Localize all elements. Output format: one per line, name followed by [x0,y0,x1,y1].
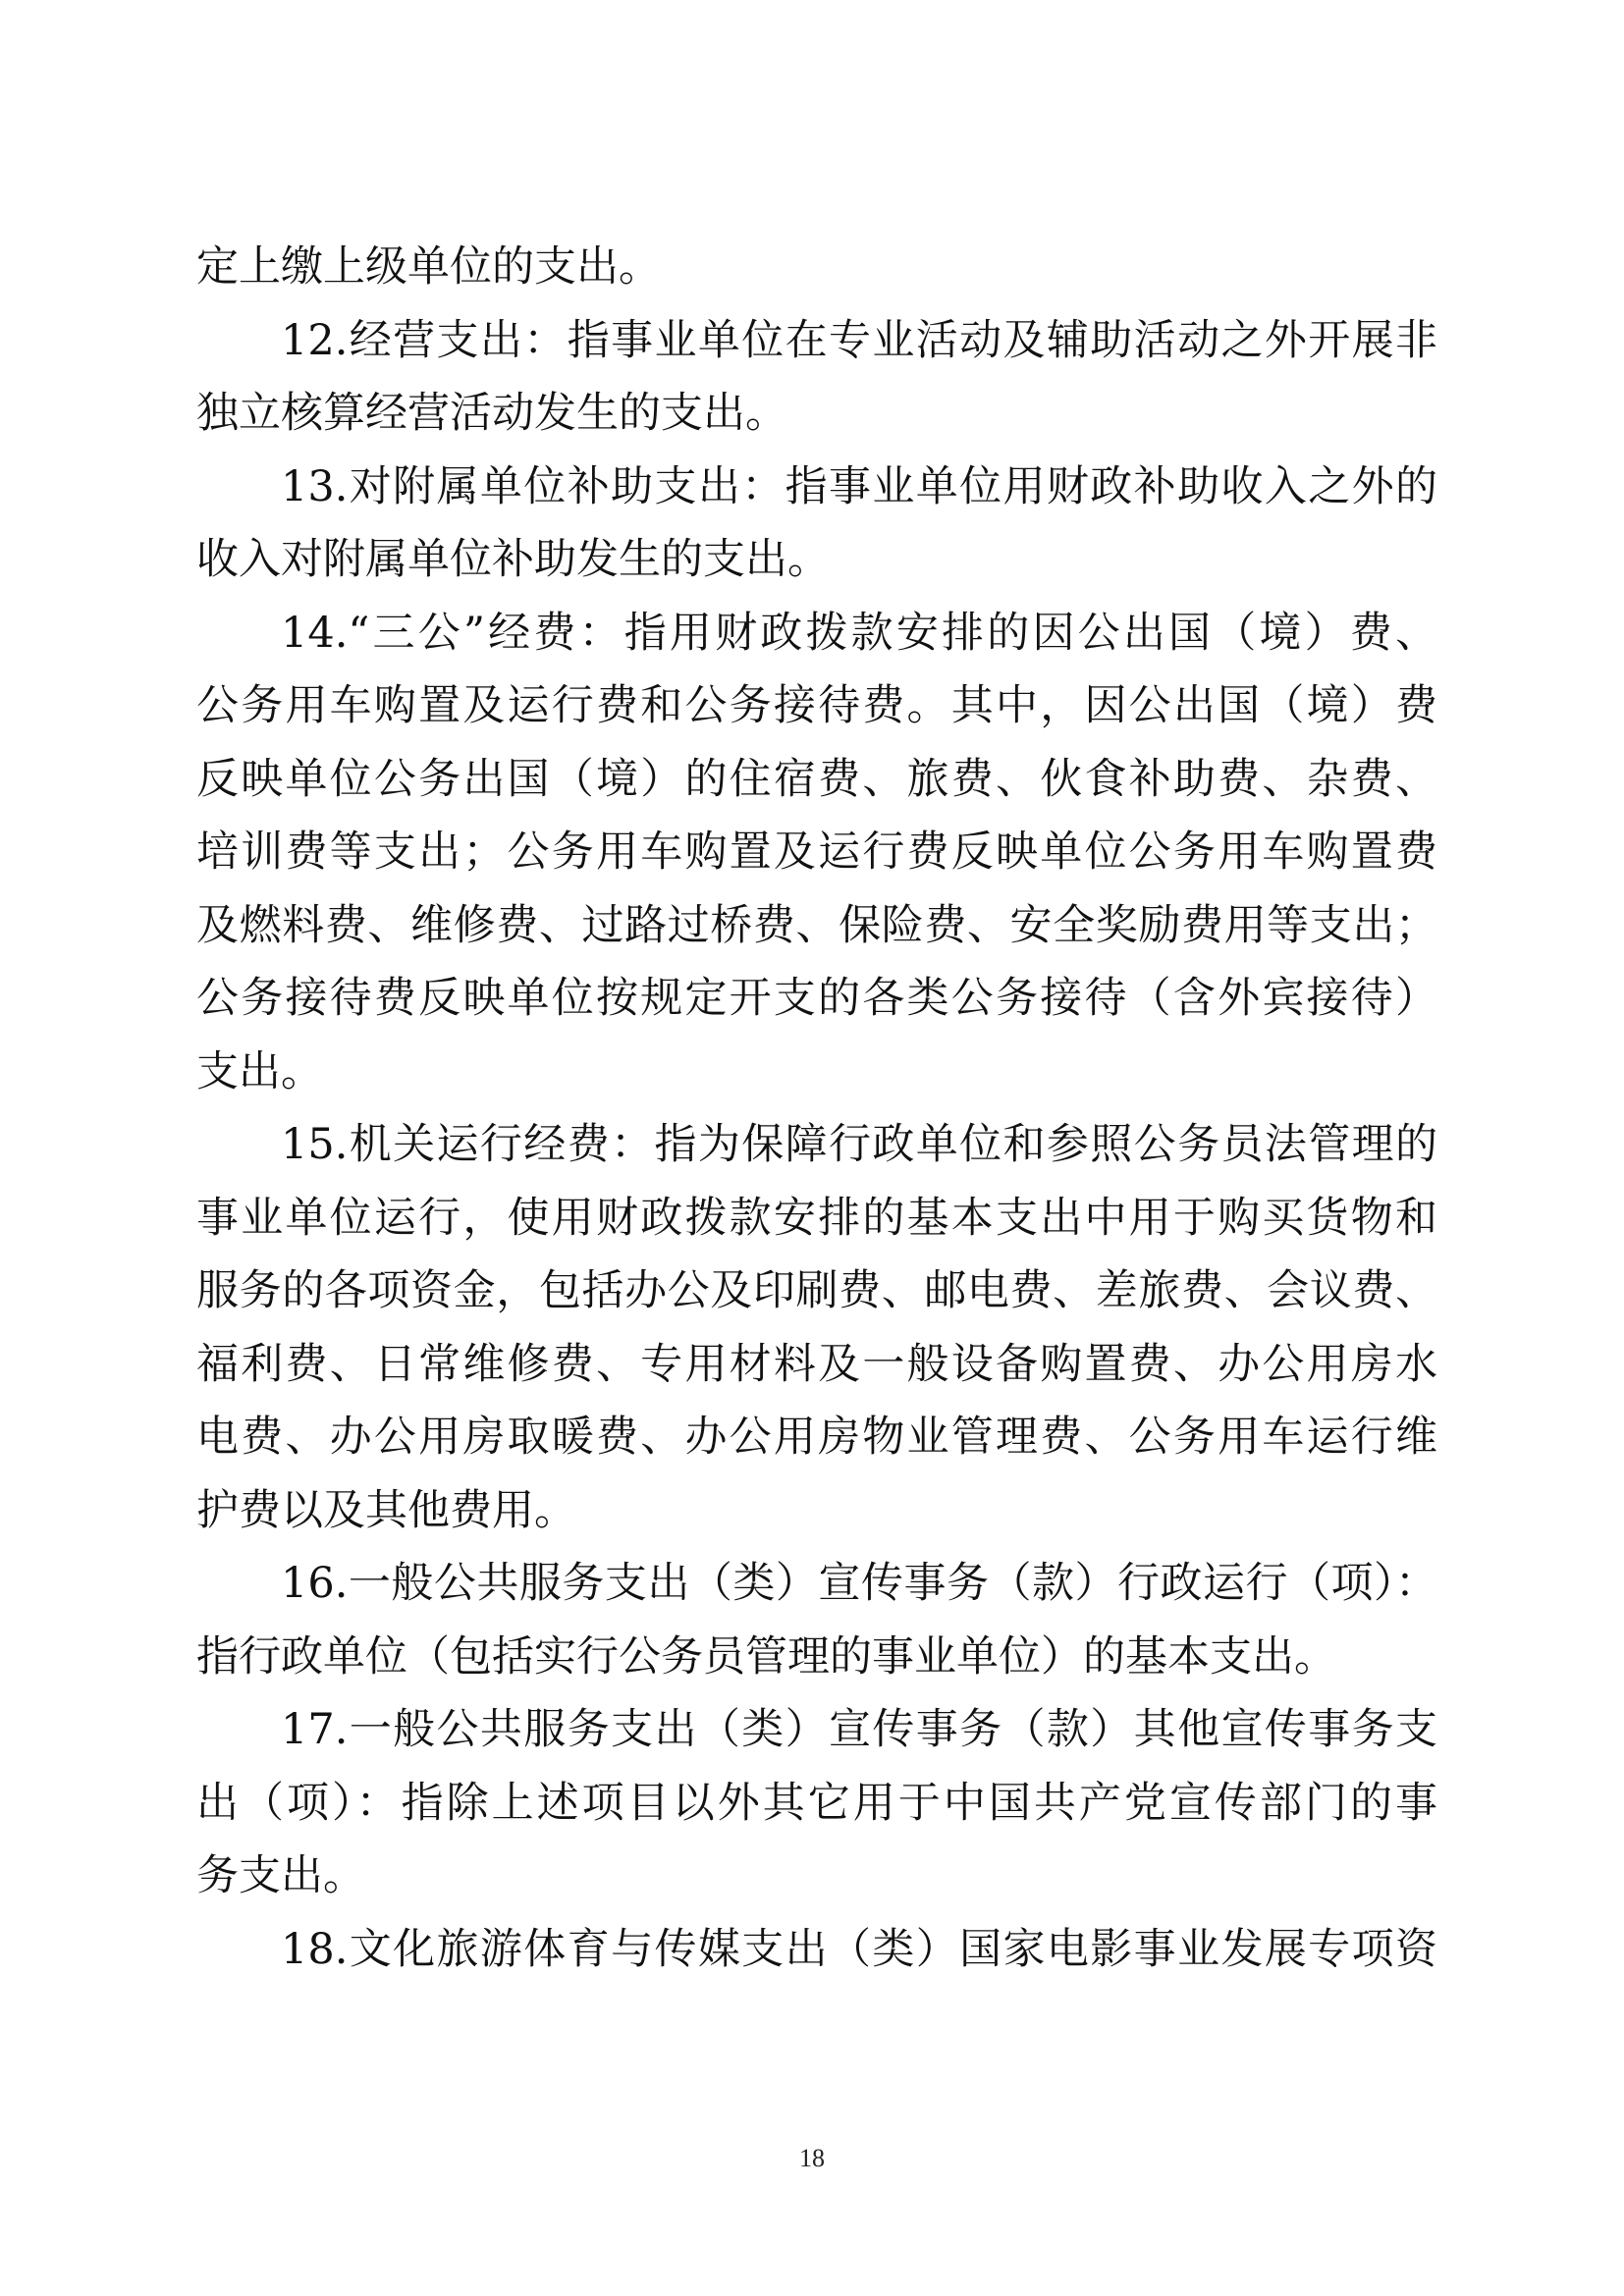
text-line: 护费以及其他费用。 [196,1485,576,1535]
text-line: 16.一般公共服务支出（类）宣传事务（款）行政运行（项）： [281,1559,1437,1608]
text-line: 事业单位运行，使用财政拨款安排的基本支出中用于购买货物和 [196,1193,1437,1243]
text-line: 17.一般公共服务支出（类）宣传事务（款）其他宣传事务支 [281,1705,1437,1754]
text-line: 18.文化旅游体育与传媒支出（类）国家电影事业发展专项资 [281,1924,1437,1974]
text-line: 出（项）：指除上述项目以外其它用于中国共产党宣传部门的事 [196,1778,1437,1828]
text-line: 支出。 [196,1046,323,1096]
text-line: 13.对附属单位补助支出：指事业单位用财政补助收入之外的 [281,461,1437,511]
text-line: 定上缴上级单位的支出。 [196,242,661,292]
page-number: 18 [799,2144,825,2172]
text-line: 指行政单位（包括实行公务员管理的事业单位）的基本支出。 [196,1631,1336,1682]
text-line: 14.“三公”经费：指用财政拨款安排的因公出国（境）费、 [281,608,1437,658]
text-line: 公务用车购置及运行费和公务接待费。其中，因公出国（境）费 [196,681,1437,730]
text-line: 15.机关运行经费：指为保障行政单位和参照公务员法管理的 [281,1120,1437,1169]
text-line: 福利费、日常维修费、专用材料及一般设备购置费、办公用房水 [196,1339,1437,1389]
body-text [196,231,1437,1986]
text-line: 及燃料费、维修费、过路过桥费、保险费、安全奖励费用等支出； [196,900,1437,950]
text-line: 反映单位公务出国（境）的住宿费、旅费、伙食补助费、杂费、 [196,754,1437,804]
text-line: 务支出。 [196,1851,365,1900]
text-line: 独立核算经营活动发生的支出。 [196,389,787,438]
text-line: 服务的各项资金，包括办公及印刷费、邮电费、差旅费、会议费、 [196,1266,1437,1315]
text-line: 收入对附属单位补助发生的支出。 [196,535,830,584]
text-line: 12.经营支出：指事业单位在专业活动及辅助活动之外开展非 [281,315,1437,365]
text-line: 公务接待费反映单位按规定开支的各类公务接待（含外宾接待） [196,974,1437,1023]
text-line: 培训费等支出；公务用车购置及运行费反映单位公务用车购置费 [196,828,1437,877]
text-line: 电费、办公用房取暖费、办公用房物业管理费、公务用车运行维 [196,1413,1437,1462]
